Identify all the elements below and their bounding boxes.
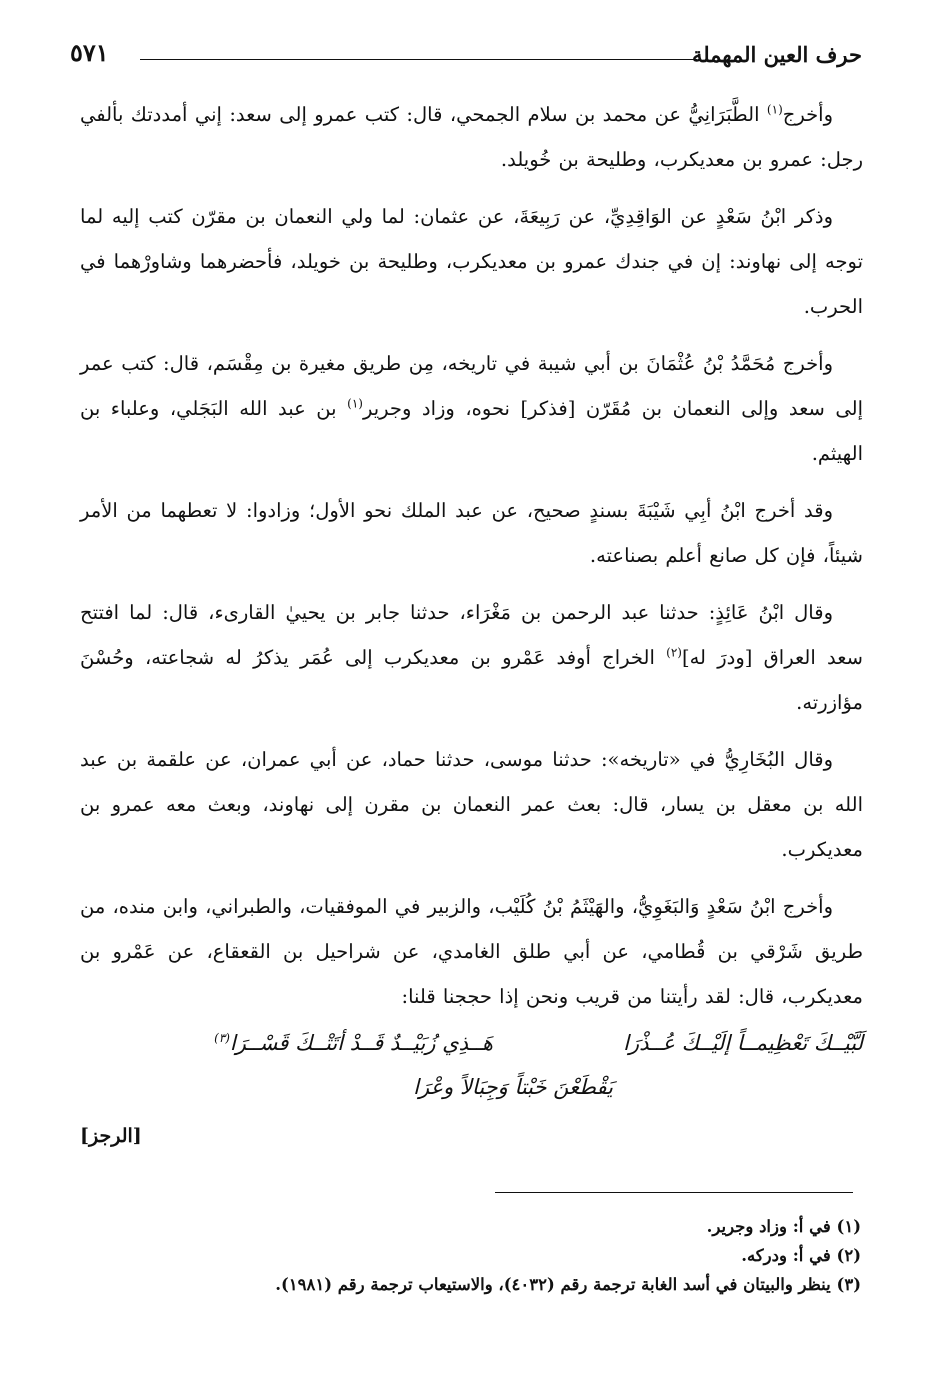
paragraph-3: وأخرج مُحَمَّدُ بْنُ عُثْمَانَ بن أبي شيبة في تاريخه، مِن طريق مغيرة بن مِقْسَم، قال: كتب عمر إلى سعد وإلى النعمان بن مُقَرّن [فذكر] نحوه، وزاد وجرير$^{(١)}$ بن عبد الله البَجَلي، وعلباء بن الهيثم.: [80, 352, 864, 465]
footnote-2: (٢) في أ: ودركه.: [741, 1246, 861, 1265]
footnote-ref[interactable]: (١): [347, 396, 363, 411]
footnote-ref[interactable]: (٣): [214, 1031, 230, 1045]
poem: [80, 1031, 863, 1117]
footnote-ref[interactable]: (١): [766, 102, 783, 117]
header-title: حرف العين المهملة: [691, 42, 862, 67]
poem-meter: [الرجز]: [80, 1125, 142, 1147]
paragraph-1: وأخرج$^{(١)}$ الطَّبَرَانِيُّ عن محمد بن سلام الجمحي، قال: كتب عمرو إلى سعد: إني أمددتك بألفي رجل: عمرو بن معديكرب، وطليحة بن خُويلد.: [80, 102, 863, 171]
paragraph-6: وقال البُخَارِيُّ في «تاريخه»: حدثنا موسى، حدثنا حماد، عن أبي عمران، عن علقمة بن عبد الله بن معقل بن يسار، قال: بعث عمر النعمان بن مقرن إلى نهاوند، وبعث معه عمرو بن معديكرب.: [80, 748, 863, 861]
paragraph-5: وقال ابْنُ عَائِذٍ: حدثنا عبد الرحمن بن مَغْرَاء، حدثنا جابر بن يحييٰ القارىء، قال: لما افتتح سعد العراق [ودرَ له]$^{(٢)}$ الخراج أوفد عَمْرو بن معديكرب إلى عُمَر يذكرُ له شجاعته، وحُسْنَ مؤازرته.: [80, 601, 864, 714]
paragraph-4: وقد أخرج ابْنُ أبِي شَيْبَةَ بسندٍ صحيح، عن عبد الملك نحو الأول؛ وزادوا: لا تعطهما من الأمر شيئاً، فإن كل صانع أعلم بصناعته.: [80, 499, 863, 567]
paragraph-2: وذكر ابْنُ سَعْدٍ عن الوَاقِدِيِّ، عن رَبِيعَةَ، عن عثمان: لما ولي النعمان بن مقرّن كتب إليه لما توجه إلى نهاوند: إن في جندك عمرو بن معديكرب، وطليحة بن خويلد، فأحضرهما وشاورْهما في الحرب.: [80, 205, 863, 318]
footnote-ref[interactable]: (٢): [666, 645, 682, 660]
footnote-1: (١) في أ: وزاد وجرير.: [706, 1217, 861, 1236]
main-text: [80, 92, 863, 1147]
poem-hemistich-3: يَقْطَعْنَ خَبْتاً وَجِبَالاً وعْرَا: [413, 1075, 613, 1099]
poem-hemistich-1: لَبَّيْــكَ تَعْظِيمــاً إلَيْــكَ عُــذْرَا: [623, 1031, 863, 1055]
header-rule: [140, 59, 697, 60]
paragraph-7: وأخرج ابْنُ سَعْدٍ وَالبَغَوِيُّ، والهَيْثَمُ بْنُ كُلَيْب، والزبير في الموفقيات، والطبراني، وابن منده، من طريق شَرْقي بن قُطامي، عن أبي طلق الغامدي، عن شراحيل بن القعقاع، عن عَمْرو بن معديكرب، قال: لقد رأيتنا من قريب ونحن إذا حججنا قلنا:: [80, 895, 863, 1008]
footnote-3: (٣) ينظر والبيتان في أسد الغابة ترجمة رقم (٤٠٣٢)، والاستيعاب ترجمة رقم (١٩٨١).: [275, 1275, 861, 1294]
page-number: ٥٧١: [70, 38, 109, 67]
poem-hemistich-2: هَــذِي زُبَيْــدٌ قَــدْ أتَتْــكَ قَسْــرَا$^{(٣)}$: [214, 1031, 493, 1055]
footnote-rule: [495, 1192, 853, 1193]
footnotes: [81, 1212, 861, 1299]
running-header: [70, 38, 862, 74]
